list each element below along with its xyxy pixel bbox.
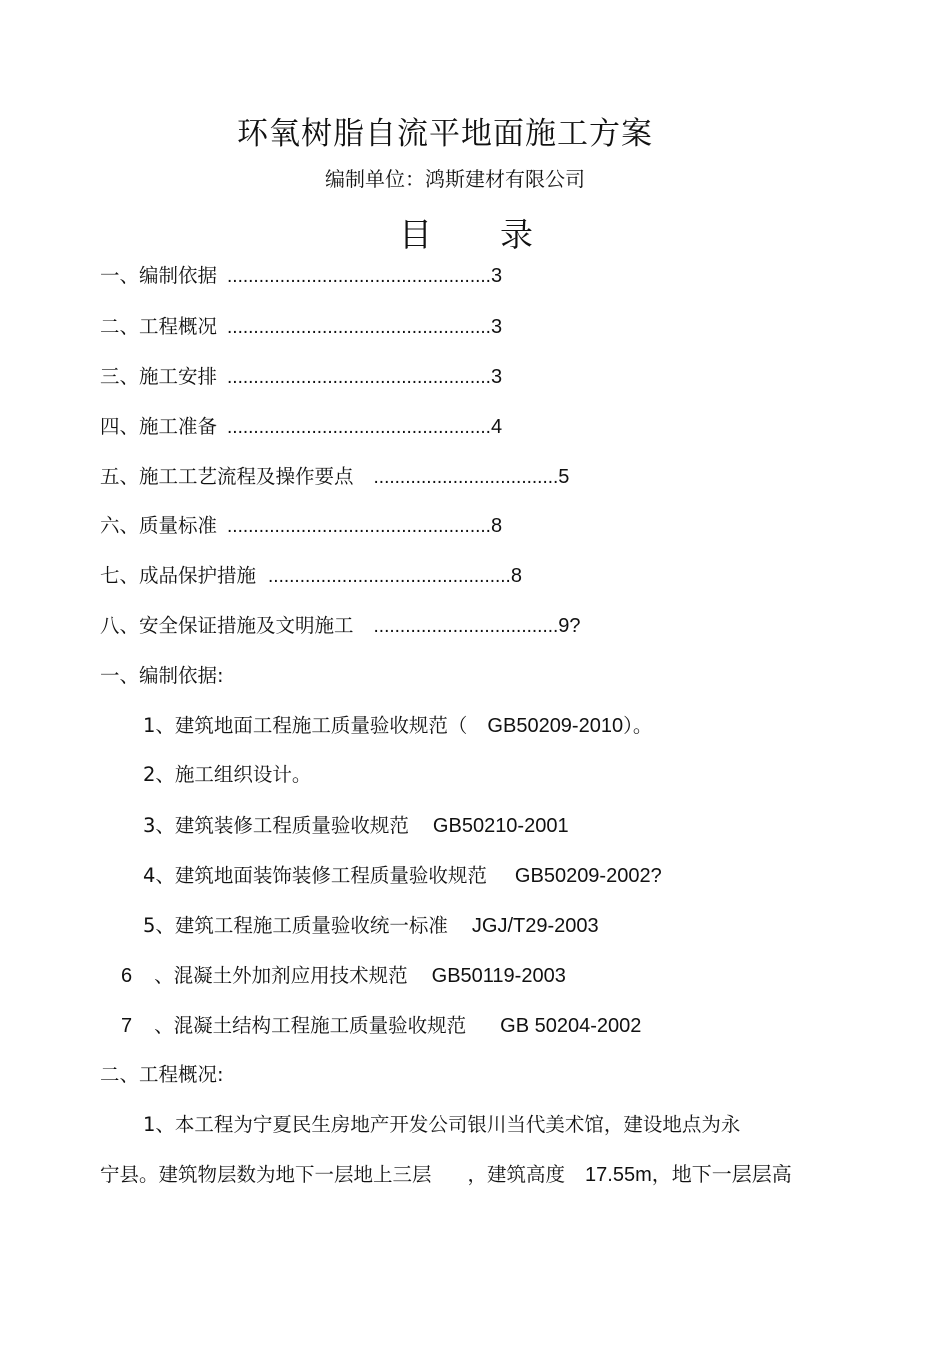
section-heading: 二、工程概况: [100,1063,224,1086]
paragraph-text: 宁县。建筑物层数为地下一层地上三层 [100,1163,432,1186]
toc-entry-page: 9? [558,615,581,637]
reference-item-text: 、混凝土结构工程施工质量验收规范 [154,1014,467,1037]
reference-item-code: GB50209-2002? [514,865,662,887]
reference-item-tail: ）。 [623,714,653,737]
reference-item [143,760,311,790]
reference-item [121,1011,641,1041]
reference-item-number: 6 [121,965,133,987]
toc-entry-dots: .................................................. [227,317,491,338]
paragraph-line: 1、本工程为宁夏民生房地产开发公司银川当代美术馆，建设地点为永 [143,1113,741,1136]
reference-item-text: 5、建筑工程施工质量验收统一标准 [143,914,448,937]
toc-entry-page: 5 [558,466,570,488]
toc-entry[interactable] [100,412,502,442]
section-heading: 一、编制依据: [100,664,224,687]
toc-entry-label: 四、施工准备 [100,415,218,438]
reference-item-code: JGJ/T29-2003 [471,915,599,937]
toc-heading-right: 录 [500,215,533,254]
toc-entry-page: 3 [490,265,503,287]
toc-entry-label: 二、工程概况 [100,315,218,338]
reference-item [143,711,652,741]
reference-item [143,811,569,841]
reference-item-text: 1、建筑地面工程施工质量验收规范（ [143,714,468,737]
document-title: 环氧树脂自流平地面施工方案 [237,116,653,152]
toc-entry-label: 八、安全保证措施及文明施工 [100,614,354,637]
reference-item [121,961,566,991]
toc-entry-page: 3 [490,366,503,388]
toc-entry[interactable] [100,511,502,541]
reference-item [143,911,599,941]
toc-entry[interactable] [100,462,569,492]
reference-item-number: 7 [121,1015,133,1037]
toc-entry-page: 8 [490,515,503,537]
reference-item [143,861,662,891]
toc-entry-label: 六、质量标准 [100,514,218,537]
paragraph-text: ，建筑高度 [467,1163,566,1186]
toc-entry-page: 4 [490,416,503,438]
toc-entry[interactable] [100,561,522,591]
reference-item-text: 2、施工组织设计。 [143,763,312,786]
toc-entry[interactable] [100,312,502,342]
toc-entry[interactable] [100,611,581,641]
toc-entry[interactable] [100,261,502,291]
toc-entry-dots: .................................................. [227,367,491,388]
toc-entry-dots: .................................................. [227,266,491,287]
paragraph-text: 17.55m，地下一层层高 [585,1164,792,1186]
toc-entry-label: 三、施工安排 [100,365,218,388]
reference-item-code: GB50209-2010 [487,715,624,737]
toc-entry-dots: ................................... [373,467,559,488]
toc-entry-page: 3 [490,316,503,338]
toc-entry-label: 一、编制依据 [100,264,218,287]
reference-item-code: GB50119-2003 [431,965,566,987]
reference-item-text: 、混凝土外加剂应用技术规范 [154,964,408,987]
reference-item-code: GB50210-2001 [432,815,569,837]
reference-item-code: GB 50204-2002 [500,1015,642,1037]
toc-entry-page: 8 [510,565,522,587]
paragraph-line [100,1160,792,1190]
toc-entry-dots: ................................... [373,616,559,637]
toc-heading-left: 目 [399,215,432,254]
toc-entry-dots: .................................................. [227,516,491,537]
reference-item-text: 3、建筑装修工程质量验收规范 [143,814,409,837]
toc-heading [0,209,932,256]
toc-entry-dots: .................................................. [227,417,491,438]
toc-entry-label: 五、施工工艺流程及操作要点 [100,465,354,488]
toc-entry[interactable] [100,362,502,392]
toc-entry-dots: .............................................. [268,566,511,587]
toc-entry-label: 七、成品保护措施 [100,564,257,587]
reference-item-text: 4、建筑地面装饰装修工程质量验收规范 [143,864,487,887]
document-org: 编制单位：鸿斯建材有限公司 [325,167,585,191]
